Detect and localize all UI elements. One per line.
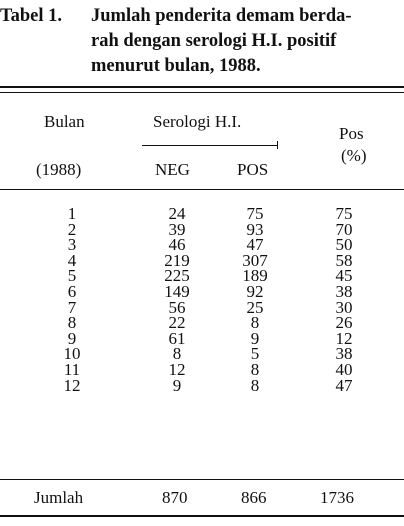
table-cell-neg: 149 [164,281,190,301]
table-cell-neg: 56 [168,297,186,317]
table-cell-pct: 26 [335,313,353,333]
table-bottom-rule [0,515,404,517]
table-cell-bulan: 2 [67,219,77,239]
table-cell-neg: 8 [172,344,182,364]
table-top-rule [0,86,404,88]
table-cell-bulan: 7 [67,297,77,317]
header-rule [0,189,404,190]
table-cell-pos: 9 [250,328,260,348]
table-cell-bulan: 5 [67,266,77,286]
table-cell-pct: 75 [335,204,353,223]
table-cell-pct: 38 [335,281,353,301]
table-cell-bulan: 10 [63,344,81,364]
column-pos [233,206,277,393]
table-cell-pos: 92 [246,281,264,301]
column-bulan [52,206,92,393]
caption-line-1: Jumlah penderita demam berda- [91,6,352,26]
table-top-rule-thin [0,92,404,93]
caption-label: Tabel 1. [0,6,63,26]
table-cell-neg: 46 [168,235,186,255]
table-cell-bulan: 12 [63,375,81,395]
serologi-span-rule-end [277,141,278,149]
table-cell-pct: 70 [335,219,353,239]
total-neg: 870 [162,488,188,507]
table-cell-neg: 39 [168,219,186,239]
header-pos-pct-unit: (%) [341,146,367,165]
header-pos: POS [237,160,269,179]
header-year: (1988) [36,160,82,179]
table-cell-pos: 75 [246,204,264,223]
table-cell-neg: 61 [168,328,186,348]
table-cell-neg: 22 [168,313,186,333]
column-neg [155,206,199,393]
header-pos-pct: Pos [339,124,364,143]
table-cell-pct: 58 [335,250,353,270]
table-cell-pos: 47 [246,235,264,255]
table-cell-bulan: 3 [67,235,77,255]
table-cell-pos: 8 [250,375,260,395]
table-cell-pct: 30 [335,297,353,317]
table-cell-pos: 5 [250,344,260,364]
table-cell-neg: 9 [172,375,182,395]
total-pos: 866 [241,488,267,507]
header-neg: NEG [155,160,190,179]
table-cell-pos: 8 [250,359,260,379]
table-cell-neg: 219 [164,250,190,270]
table-cell-neg: 12 [168,359,186,379]
table-cell-pct: 40 [335,359,353,379]
table-cell-pos: 93 [246,219,264,239]
table-cell-bulan: 1 [67,204,77,223]
table-cell-pct: 45 [335,266,353,286]
table-cell-pct: 12 [335,328,353,348]
table-cell-pct: 50 [335,235,353,255]
table-cell-pos: 189 [242,266,268,286]
table-cell-bulan: 6 [67,281,77,301]
total-pct: 1736 [320,488,354,507]
table-cell-bulan: 9 [67,328,77,348]
table-cell-pos: 25 [246,297,264,317]
table-cell-pct: 38 [335,344,353,364]
total-label: Jumlah [34,488,84,507]
table-cell-bulan: 11 [63,359,81,379]
table-cell-pos: 307 [242,250,268,270]
serologi-span-rule [142,145,278,146]
column-pos-pct [324,206,364,393]
table-cell-neg: 225 [164,266,190,286]
total-rule [0,479,404,480]
table-cell-pos: 8 [250,313,260,333]
caption-line-3: menurut bulan, 1988. [91,56,261,76]
caption-line-2: rah dengan serologi H.I. positif [91,31,337,51]
table-cell-bulan: 8 [67,313,77,333]
table-cell-bulan: 4 [67,250,77,270]
table-cell-neg: 24 [168,204,186,223]
header-bulan: Bulan [44,112,85,131]
table-cell-pct: 47 [335,375,353,395]
header-serologi: Serologi H.I. [153,112,242,131]
